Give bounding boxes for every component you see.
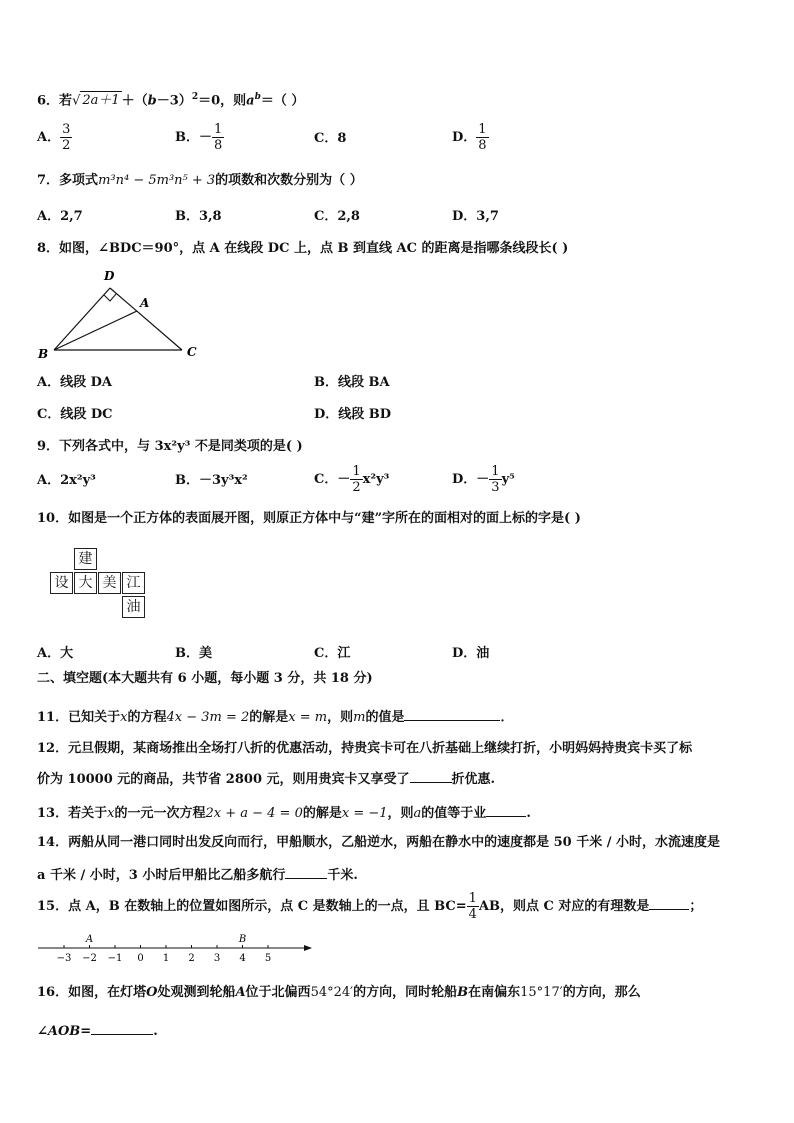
right-angle-mark xyxy=(104,294,116,301)
question-11: 11．已知关于x的方程4x − 3m = 2的解是x = m，则m的值是 ． xyxy=(37,706,513,727)
answer-blank[interactable] xyxy=(486,802,526,817)
polynomial: m³n⁴ − 5m³n⁵ + 3 xyxy=(98,173,216,188)
q7-option-d[interactable]: D．3,7 xyxy=(452,209,499,224)
q9-option-c[interactable]: C．－ $\frac{1}{2}$ x²y³ xyxy=(314,464,390,495)
segment-ba xyxy=(54,311,137,350)
q8-option-b[interactable]: B．线段 BA xyxy=(314,375,390,390)
q6-option-a[interactable]: A． $\frac{3}{2}$ xyxy=(37,122,71,153)
q7-option-c[interactable]: C．2,8 xyxy=(314,209,360,224)
q8-option-c[interactable]: C．线段 DC xyxy=(37,407,113,422)
q9-option-d[interactable]: D．－ $\frac{1}{3}$ y⁵ xyxy=(452,464,515,495)
question-number: 6． xyxy=(37,93,60,109)
question-15: 15．点 A，B 在数轴上的位置如图所示，点 C 是数轴上的一点，且 BC= $\frac{1}{4}$ AB，则点 C 对应的有理数是 ； xyxy=(37,891,703,922)
number-line xyxy=(36,928,316,964)
question-9: 9．下列各式中，与 3x²y³ 不是同类项的是( ) xyxy=(37,439,303,454)
net-cell-you: 油 xyxy=(122,596,145,618)
tick-label: 4 xyxy=(239,953,246,964)
q6-option-d[interactable]: D． $\frac{1}{8}$ xyxy=(452,122,487,153)
question-12-line2: 价为 10000 元的商品，共节省 2800 元，则用贵宾卡又享受了 折优惠. xyxy=(37,768,495,789)
answer-blank[interactable] xyxy=(404,706,500,721)
label-b: B xyxy=(38,347,49,361)
q9-option-a[interactable]: A．2x²y³ xyxy=(37,473,96,488)
q8-option-a[interactable]: A．线段 DA xyxy=(37,375,112,390)
question-12: 12．元旦假期，某商场推出全场打八折的优惠活动，持贵宾卡可在八折基础上继续打折，小明妈妈持贵宾卡买了标 xyxy=(37,741,693,756)
question-16: 16．如图，在灯塔O处观测到轮船A位于北偏西54°24′的方向，同时轮船B在南偏东15°17′的方向，那么 xyxy=(37,985,641,1000)
question-7: 7．多项式m³n⁴ − 5m³n⁵ + 3的项数和次数分别为（ ） xyxy=(37,173,363,188)
tick-label: 5 xyxy=(264,953,272,964)
tick-label: 0 xyxy=(137,953,144,964)
question-14-line2: a 千米 / 小时，3 小时后甲船比乙船多航行 千米. xyxy=(37,864,358,885)
question-13: 13．若关于x的一元一次方程2x + a − 4 = 0的解是x = −1，则a的值等于业 . xyxy=(37,802,531,823)
sqrt-sign: √ xyxy=(72,93,81,109)
q8-option-d[interactable]: D．线段 BD xyxy=(314,407,392,422)
section-heading: 二、填空题(本大题共有 6 小题，每小题 3 分，共 18 分) xyxy=(37,671,373,686)
radicand: 2a＋1 xyxy=(82,93,120,109)
net-cell-jian: 建 xyxy=(74,548,97,570)
q6-option-c[interactable]: C．8 xyxy=(314,131,347,146)
q7-option-a[interactable]: A．2,7 xyxy=(37,209,83,224)
tick-label: 2 xyxy=(188,953,195,964)
question-8: 8．如图，∠BDC＝90°，点 A 在线段 DC 上，点 B 到直线 AC 的距离是指哪条线段长( ) xyxy=(37,241,569,256)
question-10: 10．如图是一个正方体的表面展开图，则原正方体中与“建”字所在的面相对的面上标的字是( ) xyxy=(37,511,581,526)
question-14: 14．两船从同一港口同时出发反向而行，甲船顺水，乙船逆水，两船在静水中的速度都是 50 千米 / 小时，水流速度是 xyxy=(37,835,721,850)
point-label-a: A xyxy=(85,934,94,945)
tick-label: −2 xyxy=(82,953,97,964)
tick-label: 3 xyxy=(213,953,221,964)
net-cell-she: 设 xyxy=(50,572,73,594)
q10-option-a[interactable]: A．大 xyxy=(37,646,74,661)
tick-label: −3 xyxy=(56,953,72,964)
net-cell-mei: 美 xyxy=(98,572,121,594)
answer-blank[interactable] xyxy=(285,864,327,879)
tick-label: 1 xyxy=(162,953,170,964)
segment-bd xyxy=(54,288,110,350)
q10-option-b[interactable]: B．美 xyxy=(175,646,212,661)
net-cell-da: 大 xyxy=(74,572,97,594)
tick-label: −1 xyxy=(107,953,123,964)
triangle-figure xyxy=(30,262,210,364)
label-a: A xyxy=(140,296,150,310)
axis-arrow xyxy=(304,945,312,951)
q10-option-d[interactable]: D．油 xyxy=(452,646,490,661)
question-6: 6．若√ $2a+1 +(b-3)^2=0$，则$a^b=$（ ） xyxy=(37,92,305,109)
net-cell-jiang: 江 xyxy=(122,572,145,594)
label-d: D xyxy=(104,269,115,283)
label-c: C xyxy=(187,345,197,359)
q9-option-b[interactable]: B．－3y³x² xyxy=(175,473,248,488)
answer-blank[interactable] xyxy=(91,1020,153,1035)
point-label-b: B xyxy=(238,934,247,945)
answer-blank[interactable] xyxy=(649,895,689,910)
answer-blank[interactable] xyxy=(410,768,452,783)
question-16-line2: ∠AOB= . xyxy=(37,1020,158,1041)
q6-option-b[interactable]: B．－ $\frac{1}{8}$ xyxy=(175,122,223,153)
q7-option-b[interactable]: B．3,8 xyxy=(175,209,222,224)
q10-option-c[interactable]: C．江 xyxy=(314,646,351,661)
